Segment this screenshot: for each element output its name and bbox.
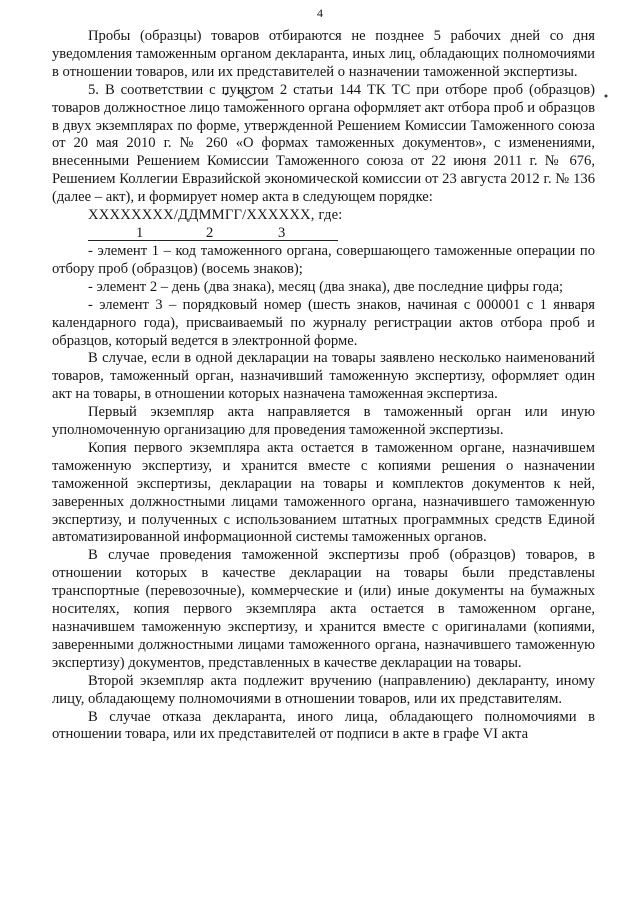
element-3-description: - элемент 3 – порядковый номер (шесть знаков, начиная с 000001 с 1 января календарного года), присваиваемый по журналу регистрации актов отбора проб и образцов, который ведется в электронной форме.	[52, 296, 595, 349]
element-1-description: - элемент 1 – код таможенного органа, совершающего таможенные операции по отбору проб (образцов) (восемь знаков);	[52, 242, 595, 277]
paragraph-copy-retained: Копия первого экземпляра акта остается в таможенном органе, назначившем таможенную экспертизу, и хранится вместе с копиями решения о назначении таможенной экспертизы, декларации на товары и комплектов документов к ней, заверенных должностными лицами таможенного органа, назначившего таможенную экспертизу, и полученных с использованием штатных программных средств Единой автоматизированной информационной системы таможенных органов.	[52, 439, 595, 546]
page-number: 4	[317, 6, 323, 20]
document-body	[52, 28, 595, 744]
paragraph-paper-documents: В случае проведения таможенной экспертизы проб (образцов) товаров, в отношении которых в качестве декларации на товары были представлены транспортные (перевозочные), коммерческие и (или) иные документы на бумажных носителях, копия первого экземпляра акта остается в таможенном органе, назначившем таможенную экспертизу, и хранится вместе с оригиналами (копиями, заверенными должностными лицами таможенного органа, назначившего таможенную экспертизу) документов, представленных в качестве декларации на товары.	[52, 547, 595, 671]
paragraph-item-5: 5. В соответствии с пунктом 2 статьи 144 ТК ТС при отборе проб (образцов) товаров должностное лицо таможенного органа оформляет акт отбора проб и образцов в двух экземплярах по форме, утвержденной Решением Комиссии Таможенного союза от 20 мая 2010 г. № 260 «О формах таможенных документов», с изменениями, внесенными Решением Комиссии Таможенного союза от 22 июня 2011 г. № 676, Решением Коллегии Евразийской экономической комиссии от 23 августа 2012 г. № 136 (далее – акт), и формирует номер акта в следующем порядке:	[52, 81, 595, 206]
act-number-format: ХХХХХХХХ/ДДММГГ/ХХХХХХ, где:	[88, 207, 343, 224]
paragraph-second-copy: Второй экземпляр акта подлежит вручению (направлению) декларанту, иному лицу, обладающему полномочиями в отношении товаров, или их представителям.	[52, 672, 595, 707]
element-2-description: - элемент 2 – день (два знака), месяц (два знака), две последние цифры года;	[88, 278, 564, 295]
act-number-element-labels	[52, 225, 595, 243]
paragraph-first-copy: Первый экземпляр акта направляется в таможенный орган или иную уполномоченную организацию для проведения таможенной экспертизы.	[52, 404, 595, 439]
element-number-2: 2	[206, 224, 214, 241]
paragraph-refusal-to-sign: В случае отказа декларанта, иного лица, обладающего полномочиями в отношении товара, или их представителей от подписи в акте в графе VI акта	[52, 708, 595, 743]
element-number-3: 3	[278, 224, 286, 241]
pen-mark-dot-right	[602, 92, 610, 100]
paragraph-single-act: В случае, если в одной декларации на товары заявлено несколько наименований товаров, таможенный орган, назначивший таможенную экспертизу, оформляет один акт на товары, в отношении которых назначена таможенная экспертиза.	[52, 350, 595, 403]
element-number-1: 1	[136, 224, 144, 241]
paragraph-samples-timing: Пробы (образцы) товаров отбираются не позднее 5 рабочих дней со дня уведомления таможенным органом декларанта, иных лиц, обладающих полномочиями в отношении товаров, или их представителей о назначении таможенной экспертизы.	[52, 28, 595, 80]
